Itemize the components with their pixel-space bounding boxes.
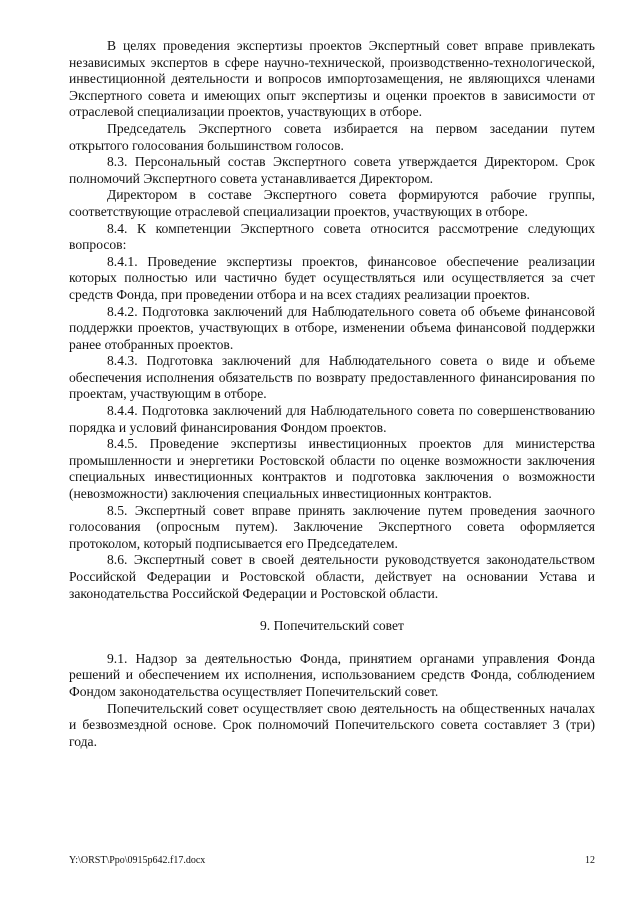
paragraph-8-5: 8.5. Экспертный совет вправе принять заключение путем проведения заочного голосования (опросным путем). Заключение Экспертного совета оформляется протоколом, который подписывается его Председателем. bbox=[69, 502, 595, 551]
paragraph-experts: В целях проведения экспертизы проектов Экспертный совет вправе привлекать независимых экспертов в сфере научно-технической, производственно-технологической, инвестиционной деятельности и вопросов импортозамещения, не являющихся членами Экспертного совета и имеющих опыт экспертизы и оценки проектов в зависимости от отраслевой специализации проектов, участвующих в отборе. bbox=[69, 38, 595, 120]
paragraph-9-1: 9.1. Надзор за деятельностью Фонда, принятием органами управления Фонда решений и обеспечением их исполнения, использованием средств Фонда, соблюдением Фондом законодательства осуществляет Попечительский совет. bbox=[69, 650, 595, 699]
paragraph-8-6: 8.6. Экспертный совет в своей деятельности руководствуется законодательством Российской Федерации и Ростовской области, действует на основании Устава и законодательства Российской Федерации и Ростовской области. bbox=[69, 552, 595, 601]
paragraph-8-4: 8.4. К компетенции Экспертного совета относится рассмотрение следующих вопросов: bbox=[69, 220, 595, 253]
paragraph-8-4-3: 8.4.3. Подготовка заключений для Наблюдательного совета о виде и объеме обеспечения исполнения обязательств по возврату предоставленного финансирования по проектам, участвующим в отборе. bbox=[69, 353, 595, 402]
page-footer bbox=[69, 855, 595, 867]
spacer bbox=[69, 635, 595, 651]
paragraph-8-3: 8.3. Персональный состав Экспертного совета утверждается Директором. Срок полномочий Экспертного совета устанавливается Директором. bbox=[69, 154, 595, 186]
paragraph-working-groups: Директором в составе Экспертного совета формируются рабочие группы, соответствующие отраслевой специализации проектов, участвующих в отборе. bbox=[69, 187, 595, 219]
paragraph-board-terms: Попечительский совет осуществляет свою деятельность на общественных началах и безвозмездной основе. Срок полномочий Попечительского совета составляет 3 (три) года. bbox=[69, 700, 595, 749]
paragraph-chairman: Председатель Экспертного совета избирается на первом заседании путем открытого голосования большинством голосов. bbox=[69, 120, 595, 153]
spacer bbox=[69, 602, 595, 618]
page-number: 12 bbox=[585, 855, 595, 866]
paragraph-8-4-2: 8.4.2. Подготовка заключений для Наблюдательного совета об объеме финансовой поддержки проектов, участвующих в отборе, изменении объема финансовой поддержки ранее отобранных проектов. bbox=[69, 303, 595, 352]
paragraph-8-4-1: 8.4.1. Проведение экспертизы проектов, финансовое обеспечение реализации которых полностью или частично будет осуществляться или осуществляется за счет средств Фонда, при проведении отбора и на всех стадиях реализации проектов. bbox=[69, 253, 595, 302]
paragraph-8-4-5: 8.4.5. Проведение экспертизы инвестиционных проектов для министерства промышленности и энергетики Ростовской области по оценке возможности заключения специальных инвестиционных контрактов и подготовка заключения о возможности (невозможности) заключения специальных инвестиционных контрактов. bbox=[69, 436, 595, 502]
footer-file-path: Y:\ORST\Ppo\0915p642.f17.docx bbox=[69, 855, 206, 866]
document-body bbox=[69, 38, 595, 750]
section-heading: 9. Попечительский совет bbox=[260, 618, 404, 634]
paragraph-8-4-4: 8.4.4. Подготовка заключений для Наблюдательного совета по совершенствованию порядка и условий финансирования Фондом проектов. bbox=[69, 403, 595, 435]
